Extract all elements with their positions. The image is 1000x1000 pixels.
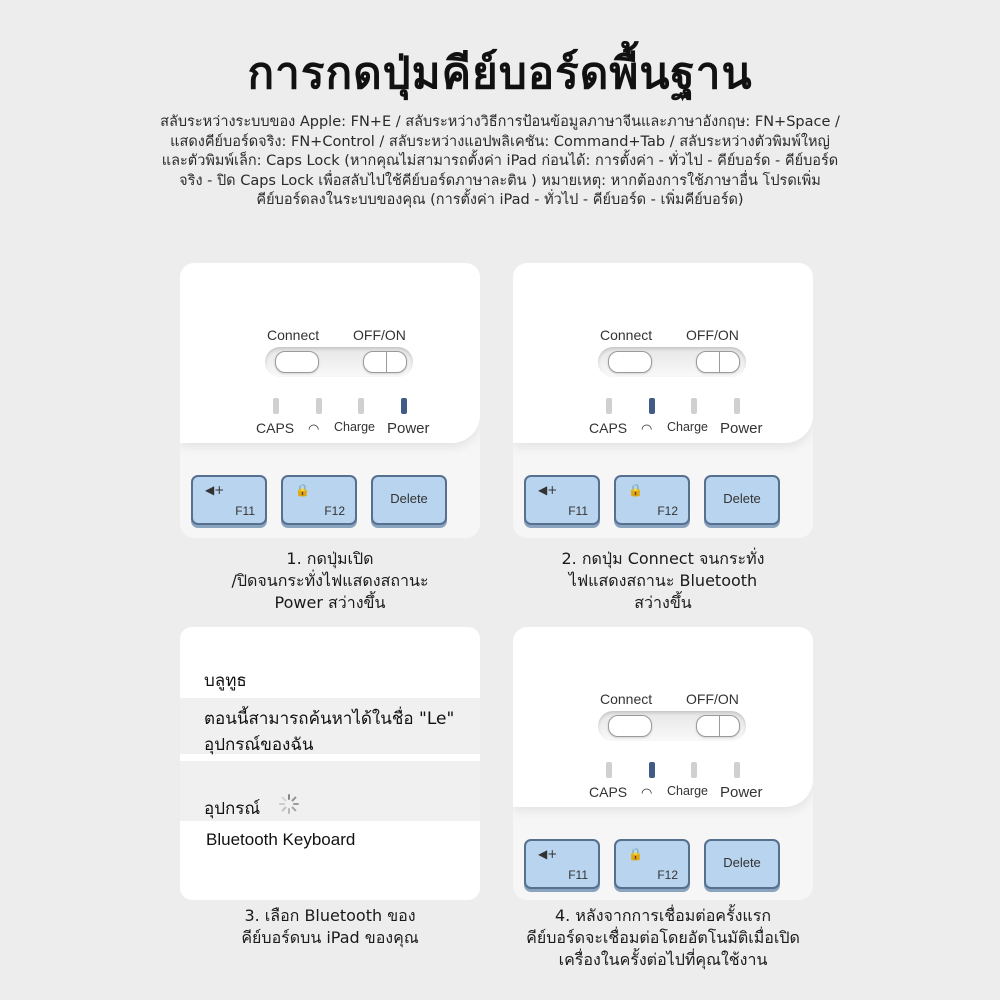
connect-button[interactable] [275, 351, 319, 373]
caption-line: 4. หลังจากการเชื่อมต่อครั้งแรก [554, 906, 771, 925]
bluetooth-led [649, 398, 655, 414]
connect-label: Connect [600, 327, 653, 343]
caption-line: คีย์บอร์ดบน iPad ของคุณ [241, 928, 419, 947]
charge-label: Charge [667, 784, 708, 798]
f12-key[interactable] [614, 475, 690, 525]
caption-line: /ปิดจนกระทั่งไฟแสดงสถานะ [231, 571, 429, 590]
power-switch[interactable] [696, 351, 740, 373]
step3-caption [180, 905, 480, 949]
f11-label: F11 [568, 504, 588, 518]
f11-key[interactable] [524, 839, 600, 889]
power-switch[interactable] [696, 715, 740, 737]
charge-label: Charge [334, 420, 375, 434]
f11-key[interactable] [524, 475, 600, 525]
power-led [734, 762, 740, 778]
caption-line: เครื่องในครั้งต่อไปที่คุณใช้งาน [558, 950, 768, 969]
caption-line: ไฟแสดงสถานะ Bluetooth [568, 571, 758, 590]
charge-led [691, 398, 697, 414]
delete-label: Delete [390, 491, 428, 506]
step4-keyboard-panel [513, 627, 813, 900]
f11-key[interactable] [191, 475, 267, 525]
wifi-icon: ◠ [641, 785, 653, 800]
power-switch-label: OFF/ON [353, 327, 406, 343]
charge-label: Charge [667, 420, 708, 434]
step1-keyboard-panel [180, 263, 480, 538]
bluetooth-title: บลูทูธ [204, 671, 247, 691]
f12-key[interactable] [614, 839, 690, 889]
page-title: การกดปุ่มคีย์บอร์ดพื้นฐาน [247, 48, 753, 99]
charge-led [358, 398, 364, 414]
connect-button[interactable] [608, 351, 652, 373]
intro-text: สลับระหว่างระบบของ Apple: FN+E / สลับระหว่างวิธีการป้อนข้อมูลภาษาจีนและภาษาอังกฤษ: FN+Space / แสดงคีย์บอร์ดจริง: FN+Control / สลับระหว่างแอปพลิเคชัน: Command+Tab / สลับระหว่างตัวพิมพ์ใหญ่และตัวพิมพ์เล็ก: Caps Lock (หากคุณไม่สามารถตั้งค่า iPad ก่อนได้: การตั้งค่า - ทั่วไป - คีย์บอร์ด - คีย์บอร์ดจริง - ปิด Caps Lock เพื่อสลับไปใช้คีย์บอร์ดภาษาละติน ) หมายเหตุ: หากต้องการใช้ภาษาอื่น โปรดเพิ่มคีย์บอร์ดลงในระบบของคุณ (การตั้งค่า iPad - ทั่วไป - คีย์บอร์ด - เพิ่มคีย์บอร์ด) [160, 114, 840, 208]
step1-caption [180, 548, 480, 614]
power-switch[interactable] [363, 351, 407, 373]
f12-key[interactable] [281, 475, 357, 525]
lock-icon: 🔒 [628, 483, 643, 497]
caption-line: 1. กดปุ่มเปิด [286, 549, 374, 568]
step2-caption [513, 548, 813, 614]
f11-label: F11 [568, 868, 588, 882]
discoverable-text: ตอนนี้สามารถค้นหาได้ในชื่อ "Le" [204, 709, 455, 729]
step4-caption [513, 905, 813, 971]
lock-icon: 🔒 [295, 483, 310, 497]
connect-label: Connect [267, 327, 320, 343]
my-devices-header: อุปกรณ์ของฉัน [204, 735, 314, 755]
power-switch-label: OFF/ON [686, 327, 739, 343]
power-led [401, 398, 407, 414]
power-label: Power [720, 784, 763, 801]
wifi-icon: ◠ [641, 421, 653, 436]
bluetooth-led [316, 398, 322, 414]
caps-led [606, 762, 612, 778]
connect-button[interactable] [608, 715, 652, 737]
devices-header: อุปกรณ์ [204, 799, 261, 819]
power-led [734, 398, 740, 414]
power-switch-label: OFF/ON [686, 691, 739, 707]
wifi-icon: ◠ [308, 421, 320, 436]
power-label: Power [387, 420, 430, 437]
step2-keyboard-panel [513, 263, 813, 538]
connect-label: Connect [600, 691, 653, 707]
caption-line: 2. กดปุ่ม Connect จนกระทั่ง [561, 549, 765, 568]
f12-label: F12 [324, 504, 345, 518]
volume-icon: ◀+ [538, 483, 558, 497]
bluetooth-led [649, 762, 655, 778]
caps-led [606, 398, 612, 414]
f11-label: F11 [235, 504, 255, 518]
caption-line: สว่างขึ้น [634, 593, 692, 612]
f12-label: F12 [657, 868, 678, 882]
bluetooth-settings-panel [180, 627, 480, 900]
delete-label: Delete [723, 855, 761, 870]
caps-label: CAPS [589, 784, 628, 800]
caps-led [273, 398, 279, 414]
bluetooth-keyboard-item[interactable]: Bluetooth Keyboard [206, 830, 356, 849]
caption-line: คีย์บอร์ดจะเชื่อมต่อโดยอัตโนมัติเมื่อเปิด [526, 928, 800, 947]
f12-label: F12 [657, 504, 678, 518]
lock-icon: 🔒 [628, 847, 643, 861]
delete-key[interactable] [371, 475, 447, 525]
caps-label: CAPS [589, 420, 628, 436]
delete-key[interactable] [704, 475, 780, 525]
loading-spinner-icon [278, 793, 300, 815]
charge-led [691, 762, 697, 778]
delete-label: Delete [723, 491, 761, 506]
caption-line: 3. เลือก Bluetooth ของ [244, 906, 416, 925]
caps-label: CAPS [256, 420, 295, 436]
volume-icon: ◀+ [538, 847, 558, 861]
power-label: Power [720, 420, 763, 437]
caption-line: Power สว่างขึ้น [274, 593, 386, 612]
volume-icon: ◀+ [205, 483, 225, 497]
delete-key[interactable] [704, 839, 780, 889]
